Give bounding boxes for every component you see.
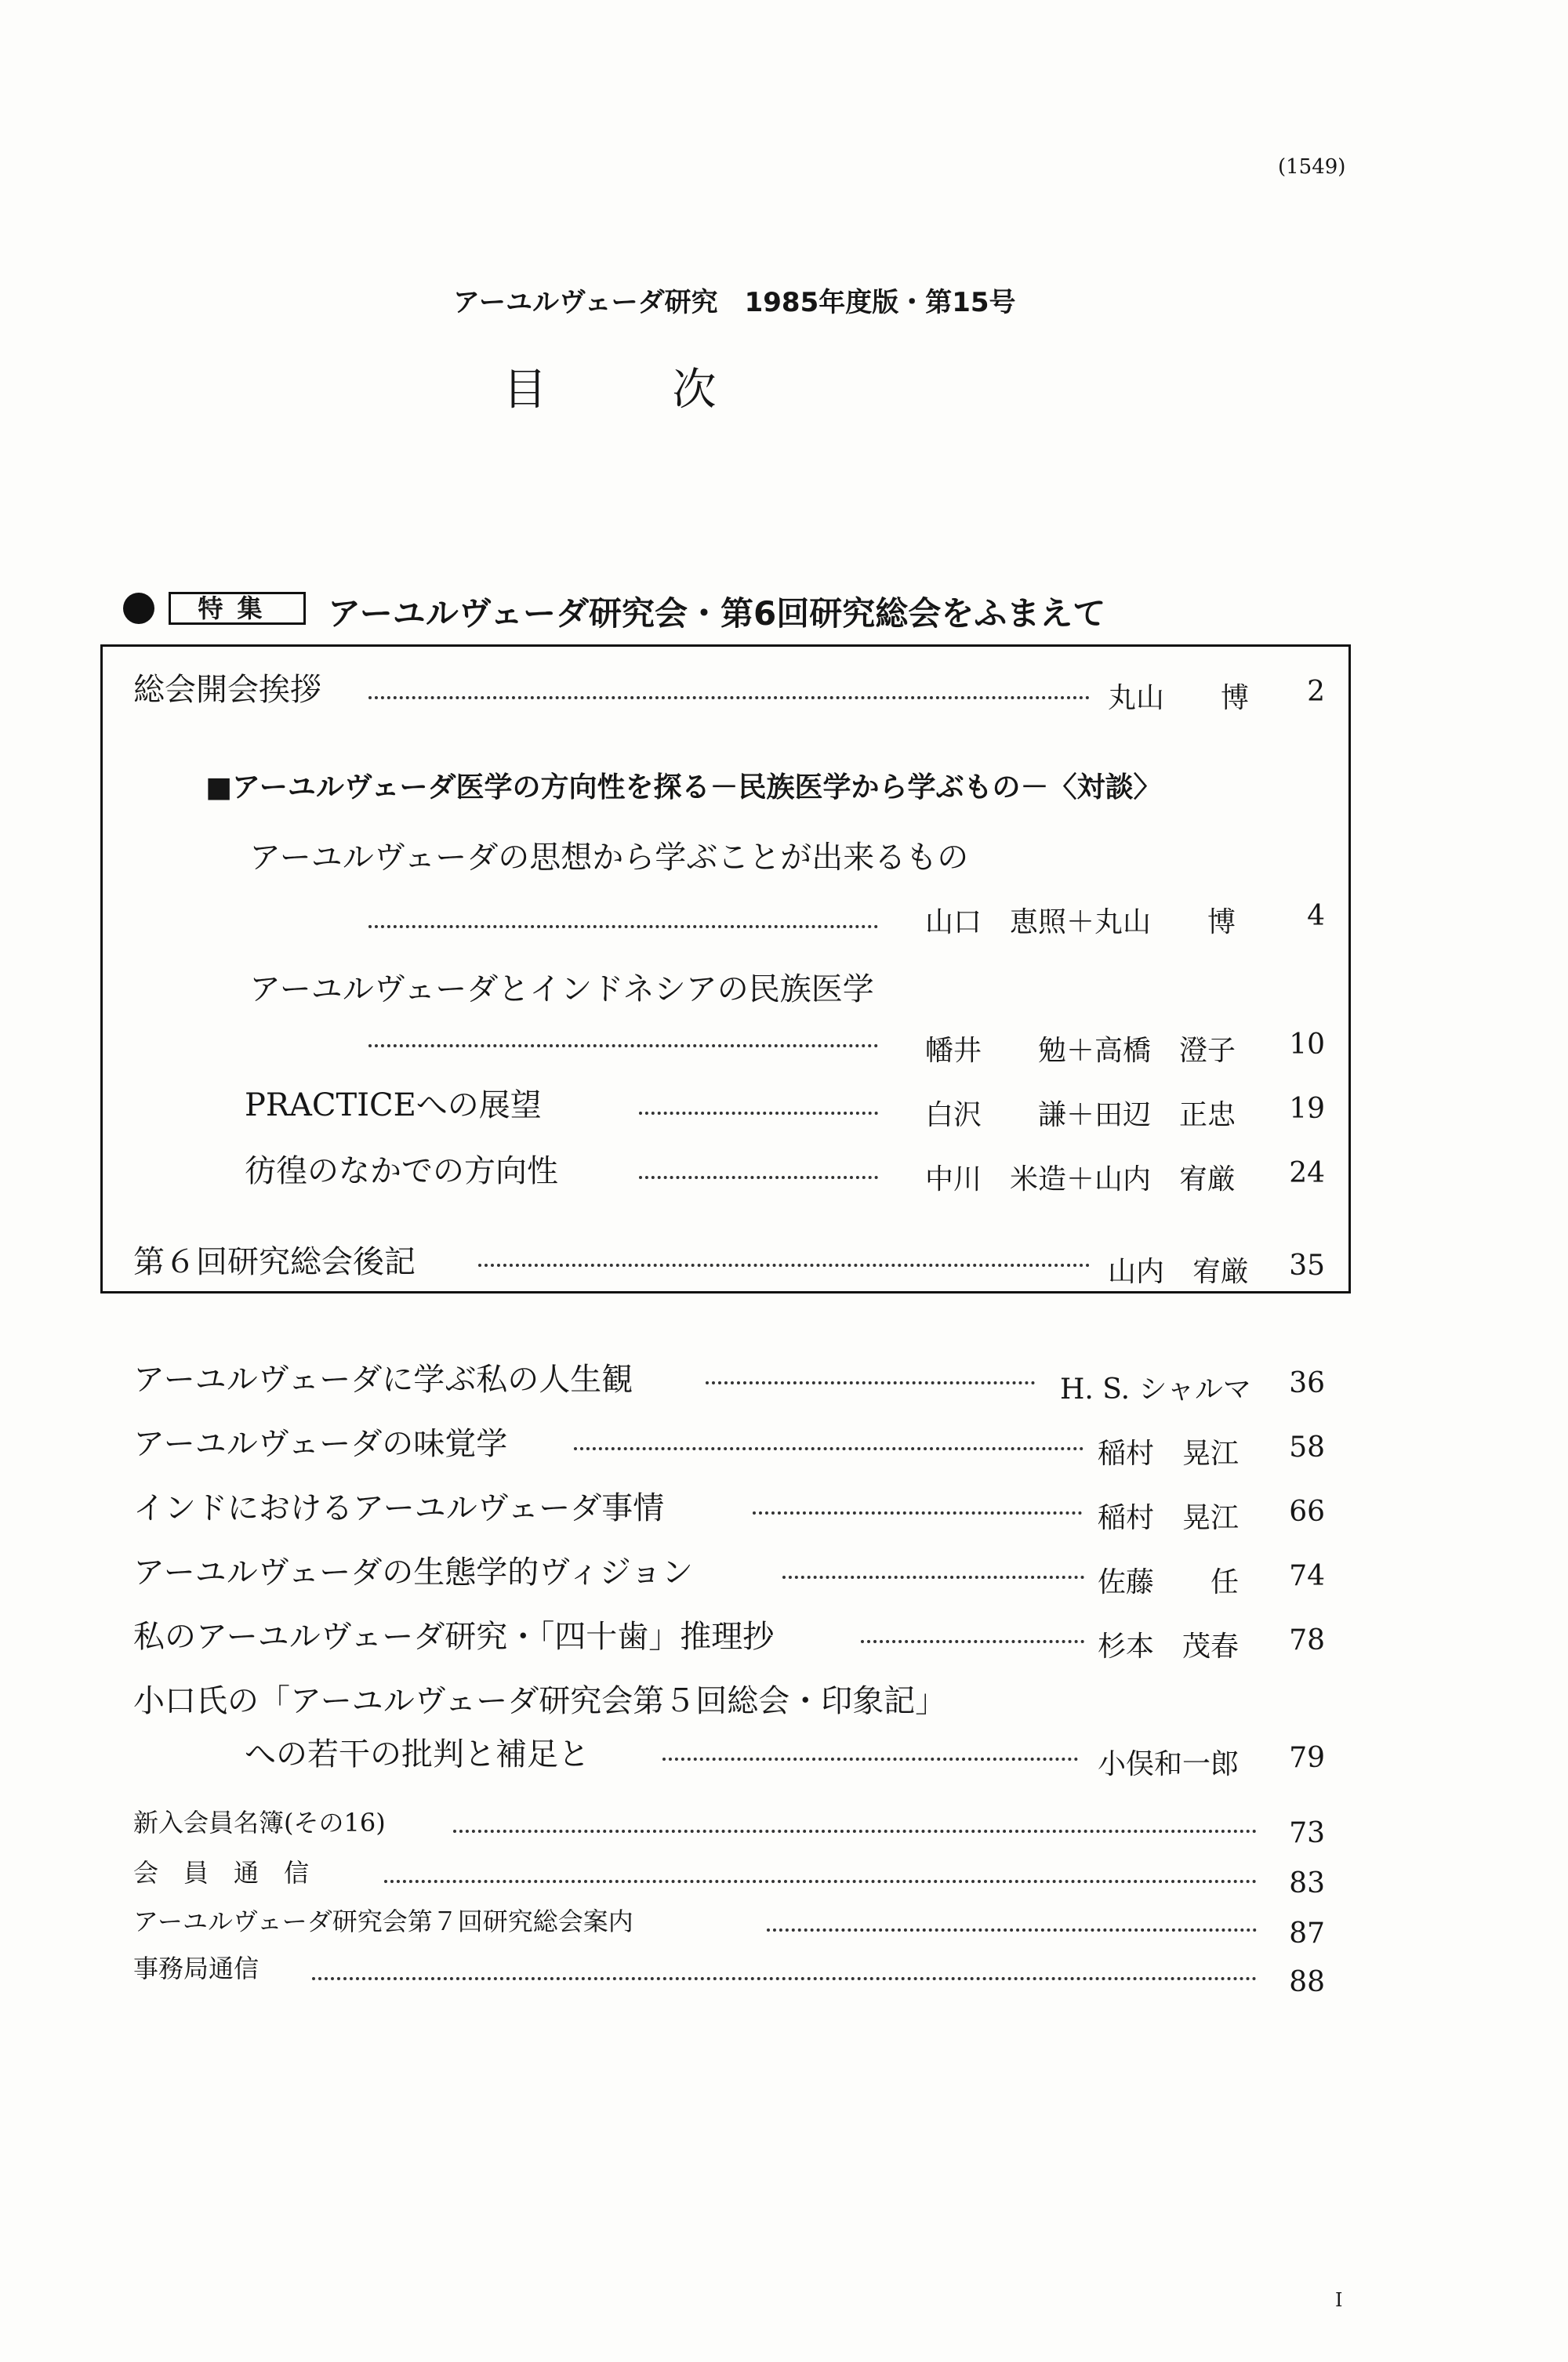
toc-title-misc-3: アーユルヴェーダ研究会第７回研究総会案内 bbox=[133, 1907, 633, 1936]
toc-title-entry-4: アーユルヴェーダの生態学的ヴィジョン bbox=[133, 1555, 693, 1591]
toc-author-entry-1: H. S. シャルマ bbox=[1060, 1373, 1251, 1406]
toc-author-entry-4: 佐藤 任 bbox=[1098, 1566, 1240, 1598]
toc-page-misc-4: 88 bbox=[1289, 1966, 1325, 1998]
feature-title: アーユルヴェーダ研究会・第6回研究総会をふまえて bbox=[328, 594, 1106, 633]
toc-page-misc-3: 87 bbox=[1289, 1918, 1325, 1950]
toc-author-opening: 丸山 博 bbox=[1108, 682, 1250, 714]
toc-title-afterword: 第６回研究総会後記 bbox=[133, 1244, 416, 1280]
dialogue-heading: ■アーユルヴェーダ医学の方向性を探る－民族医学から学ぶもの－〈対談〉 bbox=[205, 771, 1162, 804]
toc-title-misc-4: 事務局通信 bbox=[133, 1954, 260, 1983]
toc-page-misc-1: 73 bbox=[1289, 1817, 1325, 1849]
leader-dots bbox=[312, 1977, 1257, 1980]
toc-title-opening: 総会開会挨拶 bbox=[133, 672, 321, 708]
toc-title-article-2: アーユルヴェーダとインドネシアの民族医学 bbox=[249, 971, 874, 1007]
footer-page-mark: I bbox=[1335, 2289, 1343, 2311]
toc-page-entry-3: 66 bbox=[1289, 1496, 1325, 1528]
toc-page-article-2: 10 bbox=[1289, 1029, 1325, 1061]
leader-dots bbox=[753, 1511, 1082, 1515]
toc-title-entry-5: 私のアーユルヴェーダ研究・「四十歯」推理抄 bbox=[133, 1619, 775, 1655]
toc-title-entry-2: アーユルヴェーダの味覚学 bbox=[133, 1426, 508, 1462]
toc-author-entry-2: 稲村 晃江 bbox=[1098, 1438, 1240, 1470]
leader-dots bbox=[574, 1447, 1083, 1450]
feature-tag: 特集 bbox=[169, 592, 306, 625]
toc-author-entry-6: 小俣和一郎 bbox=[1098, 1748, 1240, 1780]
leader-dots bbox=[368, 696, 1090, 699]
leader-dots bbox=[639, 1112, 878, 1115]
contents-heading: 目次 bbox=[503, 365, 842, 415]
leader-dots bbox=[368, 1044, 878, 1047]
toc-author-article-2: 幡井 勉＋高橋 澄子 bbox=[925, 1035, 1236, 1067]
bullet-icon bbox=[123, 593, 154, 624]
toc-author-afterword: 山内 宥厳 bbox=[1108, 1256, 1250, 1288]
toc-author-entry-5: 杉本 茂春 bbox=[1098, 1631, 1240, 1663]
leader-dots bbox=[478, 1264, 1090, 1267]
leader-dots bbox=[453, 1830, 1257, 1833]
leader-dots bbox=[706, 1381, 1035, 1384]
toc-page-article-1: 4 bbox=[1307, 900, 1325, 932]
toc-title-entry-6-line-2: への若干の批判と補足と bbox=[245, 1736, 590, 1772]
leader-dots bbox=[368, 925, 878, 928]
toc-author-entry-3: 稲村 晃江 bbox=[1098, 1502, 1240, 1534]
toc-page-entry-2: 58 bbox=[1289, 1431, 1325, 1464]
page-number-top: (1549) bbox=[1278, 155, 1346, 179]
leader-dots bbox=[384, 1880, 1257, 1883]
leader-dots bbox=[662, 1758, 1078, 1761]
leader-dots bbox=[767, 1928, 1257, 1932]
toc-title-article-1: アーユルヴェーダの思想から学ぶことが出来るもの bbox=[249, 840, 969, 876]
toc-title-entry-3: インドにおけるアーユルヴェーダ事情 bbox=[133, 1490, 665, 1526]
toc-page-article-4: 24 bbox=[1289, 1157, 1325, 1189]
toc-title-misc-1: 新入会員名簿(その16) bbox=[133, 1808, 386, 1838]
toc-title-entry-6-line-1: 小口氏の「アーユルヴェーダ研究会第５回総会・印象記」 bbox=[133, 1683, 947, 1719]
leader-dots bbox=[639, 1176, 878, 1179]
toc-page-opening: 2 bbox=[1307, 676, 1325, 708]
toc-page-entry-1: 36 bbox=[1289, 1367, 1325, 1399]
toc-title-entry-1: アーユルヴェーダに学ぶ私の人生観 bbox=[133, 1362, 633, 1398]
toc-title-misc-2: 会 員 通 信 bbox=[133, 1858, 310, 1888]
toc-title-article-4: 彷徨のなかでの方向性 bbox=[245, 1153, 558, 1189]
toc-title-article-3: PRACTICEへの展望 bbox=[245, 1087, 542, 1123]
leader-dots bbox=[782, 1576, 1084, 1579]
journal-title: アーユルヴェーダ研究 1985年度版・第15号 bbox=[453, 287, 1016, 318]
toc-author-article-4: 中川 米造＋山内 宥厳 bbox=[925, 1163, 1236, 1196]
toc-author-article-3: 白沢 謙＋田辺 正忠 bbox=[925, 1099, 1236, 1131]
toc-page-afterword: 35 bbox=[1289, 1250, 1325, 1282]
toc-page-misc-2: 83 bbox=[1289, 1867, 1325, 1899]
leader-dots bbox=[861, 1640, 1084, 1643]
toc-page-entry-5: 78 bbox=[1289, 1624, 1325, 1656]
toc-page-entry-6: 79 bbox=[1289, 1742, 1325, 1774]
toc-page-article-3: 19 bbox=[1289, 1093, 1325, 1125]
toc-author-article-1: 山口 恵照＋丸山 博 bbox=[925, 906, 1236, 938]
toc-page-entry-4: 74 bbox=[1289, 1560, 1325, 1592]
